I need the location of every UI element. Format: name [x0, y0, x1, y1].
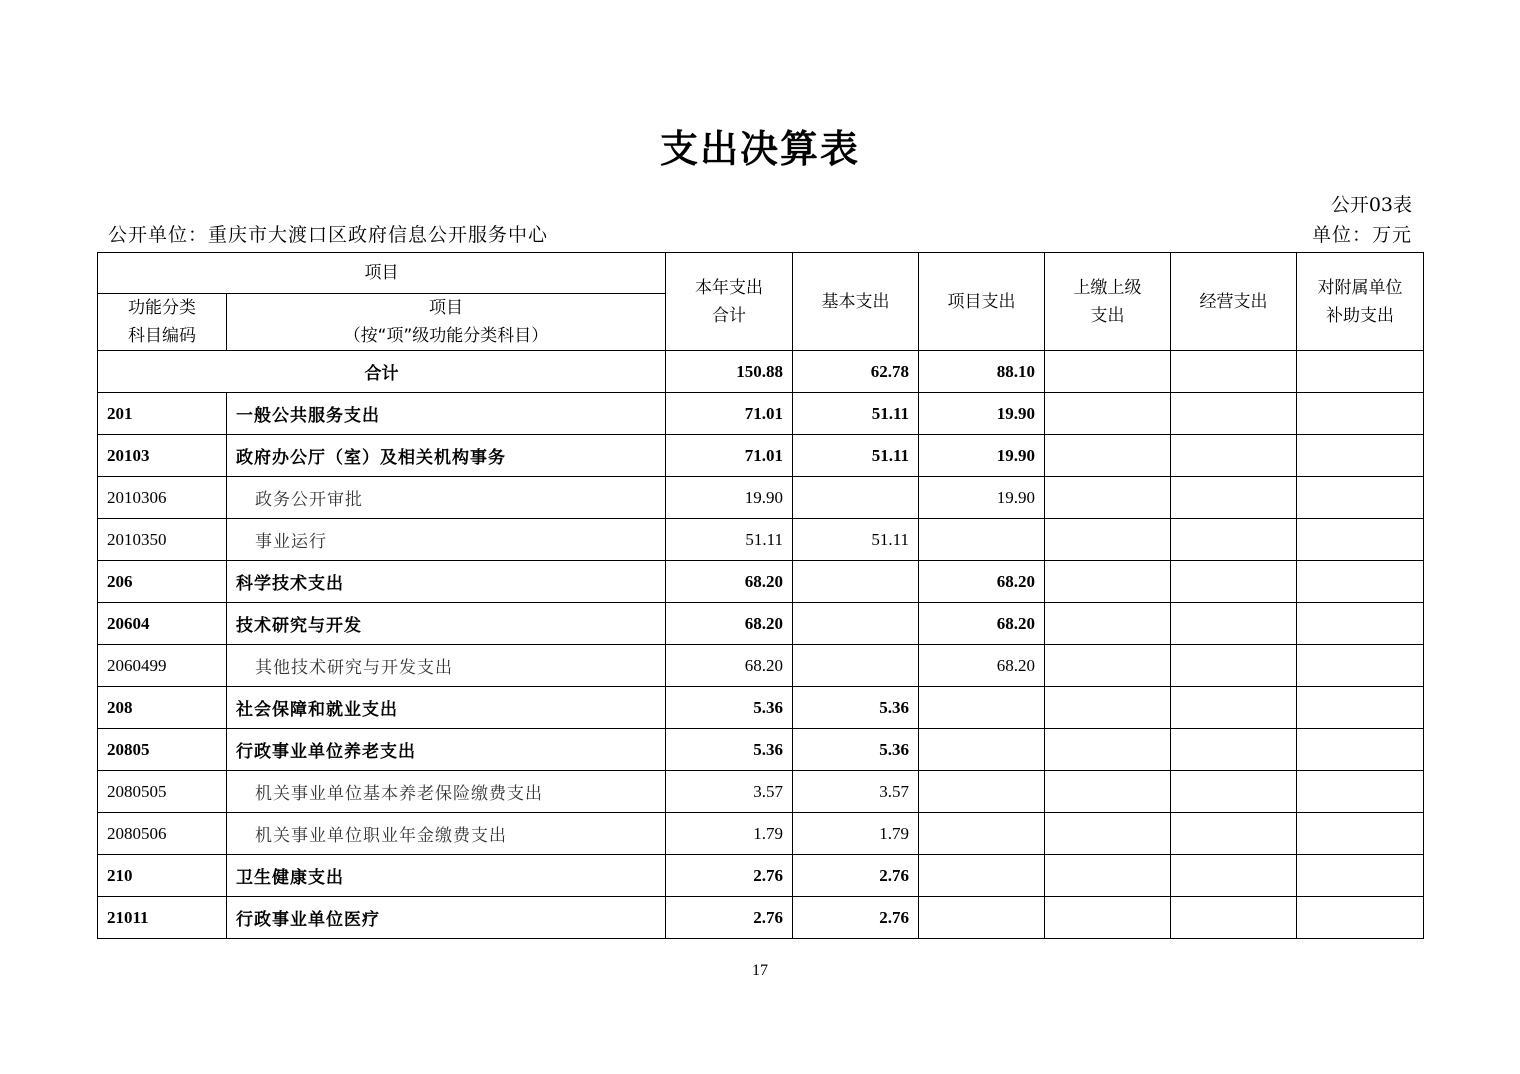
row-total: 68.20 — [666, 561, 793, 603]
form-number: 公开03表 — [1330, 194, 1412, 216]
row-upper — [1045, 897, 1171, 939]
row-name: 一般公共服务支出 — [227, 393, 666, 435]
row-total: 2.76 — [666, 855, 793, 897]
row-basic — [793, 477, 919, 519]
row-subsidy — [1297, 435, 1424, 477]
expenditure-table — [97, 252, 1424, 939]
row-project — [919, 771, 1045, 813]
row-name: 机关事业单位基本养老保险缴费支出 — [227, 771, 666, 813]
row-upper — [1045, 771, 1171, 813]
row-subsidy — [1297, 771, 1424, 813]
row-subsidy — [1297, 897, 1424, 939]
table-row — [98, 393, 1424, 435]
row-operating — [1171, 435, 1297, 477]
row-name: 政府办公厅（室）及相关机构事务 — [227, 435, 666, 477]
row-code: 2080505 — [98, 771, 227, 813]
row-project — [919, 729, 1045, 771]
row-total: 3.57 — [666, 771, 793, 813]
row-subsidy — [1297, 477, 1424, 519]
row-subsidy — [1297, 645, 1424, 687]
row-subsidy — [1297, 855, 1424, 897]
row-basic: 5.36 — [793, 729, 919, 771]
row-code: 206 — [98, 561, 227, 603]
header-subsidy-line1: 对附属单位 — [1317, 277, 1403, 298]
header-code-line2: 科目编码 — [128, 326, 196, 346]
row-basic: 51.11 — [793, 393, 919, 435]
row-code: 21011 — [98, 897, 227, 939]
row-code: 2010306 — [98, 477, 227, 519]
row-code: 2010350 — [98, 519, 227, 561]
table-row — [98, 603, 1424, 645]
table-row — [98, 813, 1424, 855]
table-row — [98, 855, 1424, 897]
row-basic: 51.11 — [793, 435, 919, 477]
row-subsidy — [1297, 519, 1424, 561]
row-subsidy — [1297, 561, 1424, 603]
row-total: 68.20 — [666, 645, 793, 687]
row-code: 201 — [98, 393, 227, 435]
row-upper — [1045, 855, 1171, 897]
row-total: 68.20 — [666, 603, 793, 645]
total-row — [98, 351, 1424, 393]
row-subsidy — [1297, 393, 1424, 435]
header-upper-line1: 上缴上级 — [1073, 277, 1142, 298]
reporting-unit: 公开单位：重庆市大渡口区政府信息公开服务中心 — [108, 224, 549, 246]
row-code: 20805 — [98, 729, 227, 771]
row-project: 68.20 — [919, 603, 1045, 645]
row-total: 71.01 — [666, 435, 793, 477]
header-total — [666, 253, 793, 351]
total-basic: 62.78 — [793, 351, 919, 393]
header-basic: 基本支出 — [793, 253, 919, 351]
row-operating — [1171, 393, 1297, 435]
row-operating — [1171, 561, 1297, 603]
row-operating — [1171, 519, 1297, 561]
row-project — [919, 519, 1045, 561]
header-subsidy — [1297, 253, 1424, 351]
header-name-line2: （按“项”级功能分类科目） — [343, 326, 549, 346]
row-basic: 2.76 — [793, 897, 919, 939]
total-operating — [1171, 351, 1297, 393]
row-code: 210 — [98, 855, 227, 897]
row-basic: 3.57 — [793, 771, 919, 813]
row-total: 1.79 — [666, 813, 793, 855]
total-upper — [1045, 351, 1171, 393]
row-project: 19.90 — [919, 435, 1045, 477]
header-code-line1: 功能分类 — [128, 298, 196, 318]
row-upper — [1045, 729, 1171, 771]
row-basic — [793, 645, 919, 687]
row-project — [919, 687, 1045, 729]
row-subsidy — [1297, 813, 1424, 855]
table-row — [98, 561, 1424, 603]
row-total: 2.76 — [666, 897, 793, 939]
header-project: 项目 — [98, 253, 666, 294]
page-number: 17 — [752, 962, 768, 979]
row-upper — [1045, 477, 1171, 519]
row-name: 机关事业单位职业年金缴费支出 — [227, 813, 666, 855]
header-project-expense: 项目支出 — [919, 253, 1045, 351]
table-row — [98, 771, 1424, 813]
row-operating — [1171, 603, 1297, 645]
row-name: 技术研究与开发 — [227, 603, 666, 645]
row-basic: 5.36 — [793, 687, 919, 729]
total-project: 88.10 — [919, 351, 1045, 393]
row-code: 2060499 — [98, 645, 227, 687]
row-operating — [1171, 729, 1297, 771]
row-code: 208 — [98, 687, 227, 729]
table-row — [98, 519, 1424, 561]
row-basic — [793, 561, 919, 603]
row-name: 行政事业单位养老支出 — [227, 729, 666, 771]
table-row — [98, 687, 1424, 729]
row-upper — [1045, 603, 1171, 645]
table-row — [98, 897, 1424, 939]
row-project: 68.20 — [919, 561, 1045, 603]
header-upper-line2: 支出 — [1090, 305, 1125, 326]
row-name: 其他技术研究与开发支出 — [227, 645, 666, 687]
row-operating — [1171, 771, 1297, 813]
row-operating — [1171, 855, 1297, 897]
row-name: 科学技术支出 — [227, 561, 666, 603]
row-total: 5.36 — [666, 729, 793, 771]
header-operating: 经营支出 — [1171, 253, 1297, 351]
row-project: 19.90 — [919, 393, 1045, 435]
row-upper — [1045, 813, 1171, 855]
header-name — [227, 294, 666, 351]
row-project — [919, 855, 1045, 897]
row-basic: 1.79 — [793, 813, 919, 855]
row-project — [919, 897, 1045, 939]
row-upper — [1045, 645, 1171, 687]
row-operating — [1171, 897, 1297, 939]
row-upper — [1045, 519, 1171, 561]
table-row — [98, 477, 1424, 519]
row-code: 20604 — [98, 603, 227, 645]
row-operating — [1171, 645, 1297, 687]
row-basic — [793, 603, 919, 645]
row-project: 19.90 — [919, 477, 1045, 519]
row-subsidy — [1297, 729, 1424, 771]
row-operating — [1171, 477, 1297, 519]
table-row — [98, 729, 1424, 771]
row-name: 行政事业单位医疗 — [227, 897, 666, 939]
row-project — [919, 813, 1045, 855]
row-name: 事业运行 — [227, 519, 666, 561]
row-upper — [1045, 561, 1171, 603]
row-code: 2080506 — [98, 813, 227, 855]
row-total: 5.36 — [666, 687, 793, 729]
row-project: 68.20 — [919, 645, 1045, 687]
row-total: 19.90 — [666, 477, 793, 519]
header-code — [98, 294, 227, 351]
row-name: 卫生健康支出 — [227, 855, 666, 897]
row-operating — [1171, 687, 1297, 729]
currency-unit: 单位：万元 — [1311, 224, 1412, 246]
row-total: 71.01 — [666, 393, 793, 435]
row-total: 51.11 — [666, 519, 793, 561]
row-subsidy — [1297, 687, 1424, 729]
row-name: 社会保障和就业支出 — [227, 687, 666, 729]
row-basic: 2.76 — [793, 855, 919, 897]
row-upper — [1045, 435, 1171, 477]
row-basic: 51.11 — [793, 519, 919, 561]
table-row — [98, 645, 1424, 687]
header-name-line1: 项目 — [429, 298, 463, 318]
table-row — [98, 435, 1424, 477]
row-subsidy — [1297, 603, 1424, 645]
header-total-line2: 合计 — [712, 305, 746, 326]
total-label: 合计 — [98, 351, 666, 393]
row-name: 政务公开审批 — [227, 477, 666, 519]
header-subsidy-line2: 补助支出 — [1326, 305, 1394, 326]
total-subsidy — [1297, 351, 1424, 393]
total-sum: 150.88 — [666, 351, 793, 393]
row-upper — [1045, 687, 1171, 729]
header-upper — [1045, 253, 1171, 351]
row-upper — [1045, 393, 1171, 435]
row-code: 20103 — [98, 435, 227, 477]
page-title: 支出决算表 — [659, 127, 860, 171]
row-operating — [1171, 813, 1297, 855]
header-total-line1: 本年支出 — [695, 277, 763, 298]
